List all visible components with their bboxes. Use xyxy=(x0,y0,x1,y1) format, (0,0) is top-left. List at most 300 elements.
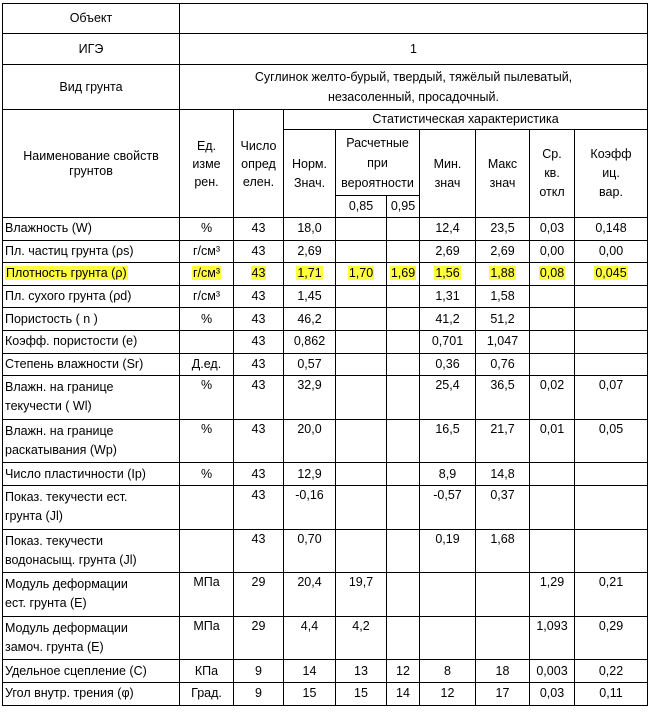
p085-value: 4,2 xyxy=(352,618,370,633)
norm-cell xyxy=(284,308,336,331)
std-value: 0,03 xyxy=(539,686,565,701)
max-cell xyxy=(476,376,530,420)
p085-cell xyxy=(336,330,387,353)
p095-cell xyxy=(387,682,420,705)
header-unit-line-3: рен. xyxy=(194,174,219,189)
property-name-cell xyxy=(3,285,180,308)
max-value: 1,58 xyxy=(490,289,515,304)
std-cell xyxy=(530,616,575,660)
max-cell xyxy=(476,308,530,331)
std-cell xyxy=(530,529,575,573)
p095-cell xyxy=(387,285,420,308)
property-name-cell xyxy=(3,463,180,486)
table-row xyxy=(3,308,648,331)
max-value: 14,8 xyxy=(490,466,515,481)
p095-cell xyxy=(387,573,420,617)
cv-value: 0,045 xyxy=(595,266,627,281)
max-value: 23,5 xyxy=(490,221,515,236)
max-value: 0,76 xyxy=(490,356,515,371)
max-cell xyxy=(476,285,530,308)
unit-value: % xyxy=(200,466,213,481)
max-value: 1,88 xyxy=(490,266,515,281)
header-calc-line-2: при xyxy=(367,155,388,170)
norm-value: 32,9 xyxy=(297,378,322,393)
property-name-line: Показ. текучести xyxy=(5,533,103,548)
min-value: 41,2 xyxy=(435,311,460,326)
cv-value: 0,07 xyxy=(598,378,624,393)
count-value: 43 xyxy=(251,421,266,436)
unit-cell xyxy=(180,218,234,241)
header-unit-line-2: изме xyxy=(192,156,221,171)
property-name-cell xyxy=(3,353,180,376)
property-name-cell xyxy=(3,485,180,529)
count-value: 9 xyxy=(255,663,262,678)
count-cell xyxy=(234,240,284,263)
property-name-line: водонасыщ. грунта (Jl) xyxy=(5,552,137,567)
max-cell xyxy=(476,573,530,617)
max-cell xyxy=(476,263,530,286)
header-property xyxy=(3,110,180,218)
norm-value: 0,57 xyxy=(297,356,322,371)
header-count-line-1: Число xyxy=(240,138,277,153)
property-name-line: ест. грунта (Е) xyxy=(5,596,87,611)
std-cell xyxy=(530,218,575,241)
header-row-1 xyxy=(3,110,648,130)
p085-cell xyxy=(336,218,387,241)
table-row xyxy=(3,660,648,683)
unit-value: г/см³ xyxy=(192,243,221,258)
count-cell xyxy=(234,330,284,353)
header-min-line-2: знач xyxy=(434,175,461,190)
min-value: 8,9 xyxy=(438,466,457,481)
object-row xyxy=(3,4,648,34)
min-cell xyxy=(420,240,476,263)
header-calc-line-1: Расчетные xyxy=(346,135,409,150)
std-value: 0,03 xyxy=(539,221,565,236)
std-cell xyxy=(530,463,575,486)
count-cell xyxy=(234,463,284,486)
count-cell xyxy=(234,682,284,705)
std-value: 0,02 xyxy=(539,378,565,393)
norm-value: 20,4 xyxy=(297,575,322,590)
table-row xyxy=(3,263,648,286)
min-cell xyxy=(420,218,476,241)
cv-cell xyxy=(575,240,648,263)
table-row xyxy=(3,529,648,573)
p095-value: 1,69 xyxy=(390,266,416,281)
property-name-line: Влажн. на границе xyxy=(5,423,114,438)
header-max-line-2: знач xyxy=(489,175,516,190)
header-norm-line-2: Знач. xyxy=(293,175,326,190)
header-max xyxy=(476,130,530,218)
min-value: 2,69 xyxy=(435,243,460,258)
count-cell xyxy=(234,573,284,617)
property-name-line: Степень влажности (Sr) xyxy=(5,356,144,371)
max-cell xyxy=(476,682,530,705)
p085-cell xyxy=(336,263,387,286)
unit-cell xyxy=(180,376,234,420)
max-cell xyxy=(476,463,530,486)
cv-cell xyxy=(575,419,648,463)
norm-value: 12,9 xyxy=(297,466,322,481)
max-value: 1,047 xyxy=(486,334,519,349)
count-cell xyxy=(234,376,284,420)
unit-cell xyxy=(180,573,234,617)
min-cell xyxy=(420,376,476,420)
cv-value: 0,11 xyxy=(599,686,623,701)
cv-value: 0,22 xyxy=(598,663,624,678)
property-name-cell xyxy=(3,682,180,705)
min-cell xyxy=(420,308,476,331)
norm-cell xyxy=(284,463,336,486)
count-value: 43 xyxy=(251,356,266,371)
property-name-line: раскатывания (Wp) xyxy=(5,442,117,457)
unit-value: МПа xyxy=(193,575,220,590)
max-value: 0,37 xyxy=(490,487,515,502)
header-min xyxy=(420,130,476,218)
count-cell xyxy=(234,218,284,241)
min-cell xyxy=(420,419,476,463)
norm-value: 15 xyxy=(302,686,317,701)
norm-value: 1,71 xyxy=(297,266,322,281)
max-value: 1,68 xyxy=(490,531,515,546)
std-value: 0,01 xyxy=(539,421,565,436)
cv-cell xyxy=(575,308,648,331)
p095-cell xyxy=(387,240,420,263)
header-calc-line-3: вероятности xyxy=(341,175,414,190)
min-value: 12 xyxy=(440,686,455,701)
max-cell xyxy=(476,419,530,463)
unit-cell xyxy=(180,485,234,529)
p085-cell xyxy=(336,240,387,263)
norm-cell xyxy=(284,419,336,463)
property-name-line: Коэфф. пористости (e) xyxy=(5,334,138,349)
norm-cell xyxy=(284,263,336,286)
min-cell xyxy=(420,463,476,486)
soil-type-label: Вид грунта xyxy=(3,65,180,110)
max-value: 2,69 xyxy=(490,243,515,258)
p085-value: 15 xyxy=(354,686,368,701)
property-name-cell xyxy=(3,573,180,617)
p095-cell xyxy=(387,376,420,420)
p085-cell xyxy=(336,285,387,308)
table-row xyxy=(3,682,648,705)
soil-type-value xyxy=(180,65,648,110)
cv-cell xyxy=(575,485,648,529)
std-cell xyxy=(530,285,575,308)
p095-value: 14 xyxy=(396,686,410,701)
std-value: 1,29 xyxy=(539,575,565,590)
max-value: 36,5 xyxy=(490,378,515,393)
unit-value: % xyxy=(200,378,213,393)
soil-type-line-1: Суглинок желто-бурый, твердый, тяжёлый пылеватый, xyxy=(254,70,573,84)
p095-cell xyxy=(387,529,420,573)
p085-cell xyxy=(336,353,387,376)
property-name-line: Пл. сухого грунта (ρd) xyxy=(5,289,132,304)
unit-cell xyxy=(180,660,234,683)
header-p085: 0,85 xyxy=(336,196,387,218)
min-value: 0,701 xyxy=(431,334,464,349)
min-value: 0,36 xyxy=(435,356,460,371)
property-name-cell xyxy=(3,376,180,420)
min-cell xyxy=(420,285,476,308)
p085-value: 13 xyxy=(354,663,368,678)
unit-cell xyxy=(180,419,234,463)
p095-cell xyxy=(387,218,420,241)
std-value: 1,093 xyxy=(536,618,568,633)
p095-cell xyxy=(387,263,420,286)
std-cell xyxy=(530,573,575,617)
norm-cell xyxy=(284,573,336,617)
count-value: 43 xyxy=(251,311,266,326)
min-cell xyxy=(420,616,476,660)
std-cell xyxy=(530,419,575,463)
property-name-line: Угол внутр. трения (φ) xyxy=(5,686,134,701)
count-value: 43 xyxy=(251,289,266,304)
max-cell xyxy=(476,353,530,376)
p095-cell xyxy=(387,353,420,376)
count-cell xyxy=(234,616,284,660)
cv-value: 0,00 xyxy=(598,243,624,258)
header-std xyxy=(530,130,575,218)
min-value: 0,19 xyxy=(435,531,460,546)
count-value: 43 xyxy=(251,266,266,281)
unit-cell xyxy=(180,682,234,705)
p085-cell xyxy=(336,376,387,420)
min-value: 16,5 xyxy=(435,421,460,436)
count-cell xyxy=(234,660,284,683)
max-value: 17 xyxy=(495,686,510,701)
soil-properties-table xyxy=(2,3,648,706)
header-calc xyxy=(336,130,420,196)
p085-cell xyxy=(336,573,387,617)
min-value: 25,4 xyxy=(435,378,460,393)
min-cell xyxy=(420,682,476,705)
cv-value: 0,29 xyxy=(598,618,624,633)
property-name-line: Пл. частиц грунта (ρs) xyxy=(5,243,134,258)
cv-cell xyxy=(575,573,648,617)
norm-cell xyxy=(284,353,336,376)
unit-cell xyxy=(180,353,234,376)
p095-cell xyxy=(387,463,420,486)
unit-cell xyxy=(180,330,234,353)
std-cell xyxy=(530,682,575,705)
norm-value: 1,45 xyxy=(297,289,322,304)
cv-value: 0,148 xyxy=(595,221,627,236)
std-cell xyxy=(530,330,575,353)
std-cell xyxy=(530,485,575,529)
count-value: 43 xyxy=(251,487,266,502)
cv-cell xyxy=(575,330,648,353)
unit-cell xyxy=(180,285,234,308)
table-row xyxy=(3,485,648,529)
property-name-line: замоч. грунта (Е) xyxy=(5,639,104,654)
property-name-cell xyxy=(3,616,180,660)
norm-cell xyxy=(284,485,336,529)
unit-value: МПа xyxy=(193,618,220,633)
std-cell xyxy=(530,263,575,286)
max-value: 51,2 xyxy=(490,311,515,326)
unit-cell xyxy=(180,616,234,660)
unit-cell xyxy=(180,308,234,331)
p085-cell xyxy=(336,529,387,573)
object-label: Объект xyxy=(3,4,180,34)
property-name-line: Число пластичности (Ip) xyxy=(5,466,146,481)
header-cv-line-1: Коэфф xyxy=(590,147,632,161)
count-value: 43 xyxy=(251,378,266,393)
count-value: 29 xyxy=(251,575,266,590)
count-value: 43 xyxy=(251,221,266,236)
min-value: 1,56 xyxy=(435,266,460,281)
std-cell xyxy=(530,376,575,420)
property-name-line: Удельное сцепление (С) xyxy=(5,663,147,678)
cv-cell xyxy=(575,616,648,660)
max-cell xyxy=(476,330,530,353)
header-cv-line-3: вар. xyxy=(599,185,623,199)
table-row xyxy=(3,218,648,241)
p085-value: 1,70 xyxy=(348,266,374,281)
p085-cell xyxy=(336,419,387,463)
header-norm xyxy=(284,130,336,218)
p095-cell xyxy=(387,330,420,353)
std-cell xyxy=(530,353,575,376)
header-property-line-2: грунтов xyxy=(69,163,113,178)
cv-value: 0,05 xyxy=(598,421,624,436)
table-row xyxy=(3,353,648,376)
norm-cell xyxy=(284,218,336,241)
header-count-line-2: опред xyxy=(241,156,276,171)
max-cell xyxy=(476,218,530,241)
unit-value: % xyxy=(200,421,213,436)
min-cell xyxy=(420,529,476,573)
cv-cell xyxy=(575,529,648,573)
max-cell xyxy=(476,240,530,263)
ige-label: ИГЭ xyxy=(3,34,180,65)
header-std-line-3: откл xyxy=(539,185,565,199)
property-name-line: Модуль деформации xyxy=(5,620,128,635)
unit-value: г/см³ xyxy=(192,289,221,304)
header-count-line-3: елен. xyxy=(242,174,275,189)
p095-cell xyxy=(387,308,420,331)
norm-value: 0,70 xyxy=(297,531,322,546)
unit-cell xyxy=(180,463,234,486)
cv-cell xyxy=(575,263,648,286)
norm-value: 14 xyxy=(302,663,317,678)
std-value: 0,003 xyxy=(536,663,568,678)
property-name-line: Пористость ( n ) xyxy=(5,311,98,326)
count-cell xyxy=(234,419,284,463)
p095-value: 12 xyxy=(396,663,410,678)
norm-cell xyxy=(284,376,336,420)
min-cell xyxy=(420,485,476,529)
p095-cell xyxy=(387,485,420,529)
property-name-line: текучести ( Wl) xyxy=(5,399,92,414)
header-property-line-1: Наименование свойств xyxy=(23,148,159,163)
norm-value: 4,4 xyxy=(300,618,319,633)
header-std-line-1: Ср. xyxy=(542,147,562,161)
count-value: 29 xyxy=(251,618,266,633)
property-name-line: грунта (Jl) xyxy=(5,508,63,523)
p085-cell xyxy=(336,660,387,683)
header-std-line-2: кв. xyxy=(544,166,560,180)
property-name-cell xyxy=(3,330,180,353)
max-cell xyxy=(476,660,530,683)
std-cell xyxy=(530,240,575,263)
property-name-cell xyxy=(3,240,180,263)
std-value: 0,00 xyxy=(539,243,565,258)
table-row xyxy=(3,285,648,308)
property-name-cell xyxy=(3,529,180,573)
header-unit-line-1: Ед. xyxy=(196,138,217,153)
norm-cell xyxy=(284,682,336,705)
norm-cell xyxy=(284,660,336,683)
norm-cell xyxy=(284,529,336,573)
property-name-line: Влажность (W) xyxy=(5,221,92,236)
min-value: 8 xyxy=(444,663,451,678)
property-name-line: Влажн. на границе xyxy=(5,380,114,395)
std-value: 0,08 xyxy=(539,266,565,281)
std-cell xyxy=(530,308,575,331)
count-cell xyxy=(234,285,284,308)
p085-value: 19,7 xyxy=(348,575,374,590)
norm-cell xyxy=(284,240,336,263)
table-row xyxy=(3,376,648,420)
header-unit xyxy=(180,110,234,218)
table-row xyxy=(3,573,648,617)
count-cell xyxy=(234,263,284,286)
property-name-line: Плотность грунта (ρ) xyxy=(6,266,127,281)
unit-value: г/см³ xyxy=(192,266,221,281)
p085-cell xyxy=(336,682,387,705)
header-min-line-1: Мин. xyxy=(433,156,462,171)
header-max-line-1: Макс xyxy=(487,156,518,171)
norm-cell xyxy=(284,330,336,353)
cv-value: 0,21 xyxy=(598,575,624,590)
p095-cell xyxy=(387,660,420,683)
cv-cell xyxy=(575,682,648,705)
header-cv xyxy=(575,130,648,218)
norm-value: 2,69 xyxy=(297,243,322,258)
norm-value: 46,2 xyxy=(297,311,322,326)
count-value: 9 xyxy=(255,686,262,701)
count-cell xyxy=(234,529,284,573)
cv-cell xyxy=(575,353,648,376)
min-cell xyxy=(420,330,476,353)
cv-cell xyxy=(575,285,648,308)
header-count xyxy=(234,110,284,218)
unit-cell xyxy=(180,529,234,573)
max-cell xyxy=(476,529,530,573)
soil-type-line-2: незасоленный, просадочный. xyxy=(328,90,499,104)
min-cell xyxy=(420,660,476,683)
cv-cell xyxy=(575,218,648,241)
soil-type-row xyxy=(3,65,648,110)
table-row xyxy=(3,330,648,353)
property-name-cell xyxy=(3,218,180,241)
p085-cell xyxy=(336,616,387,660)
count-cell xyxy=(234,353,284,376)
norm-cell xyxy=(284,285,336,308)
ige-row xyxy=(3,34,648,65)
norm-value: 20,0 xyxy=(297,421,322,436)
cv-cell xyxy=(575,376,648,420)
min-value: 1,31 xyxy=(435,289,460,304)
cv-cell xyxy=(575,660,648,683)
p095-cell xyxy=(387,419,420,463)
count-cell xyxy=(234,485,284,529)
norm-value: -0,16 xyxy=(295,487,324,502)
p085-cell xyxy=(336,308,387,331)
